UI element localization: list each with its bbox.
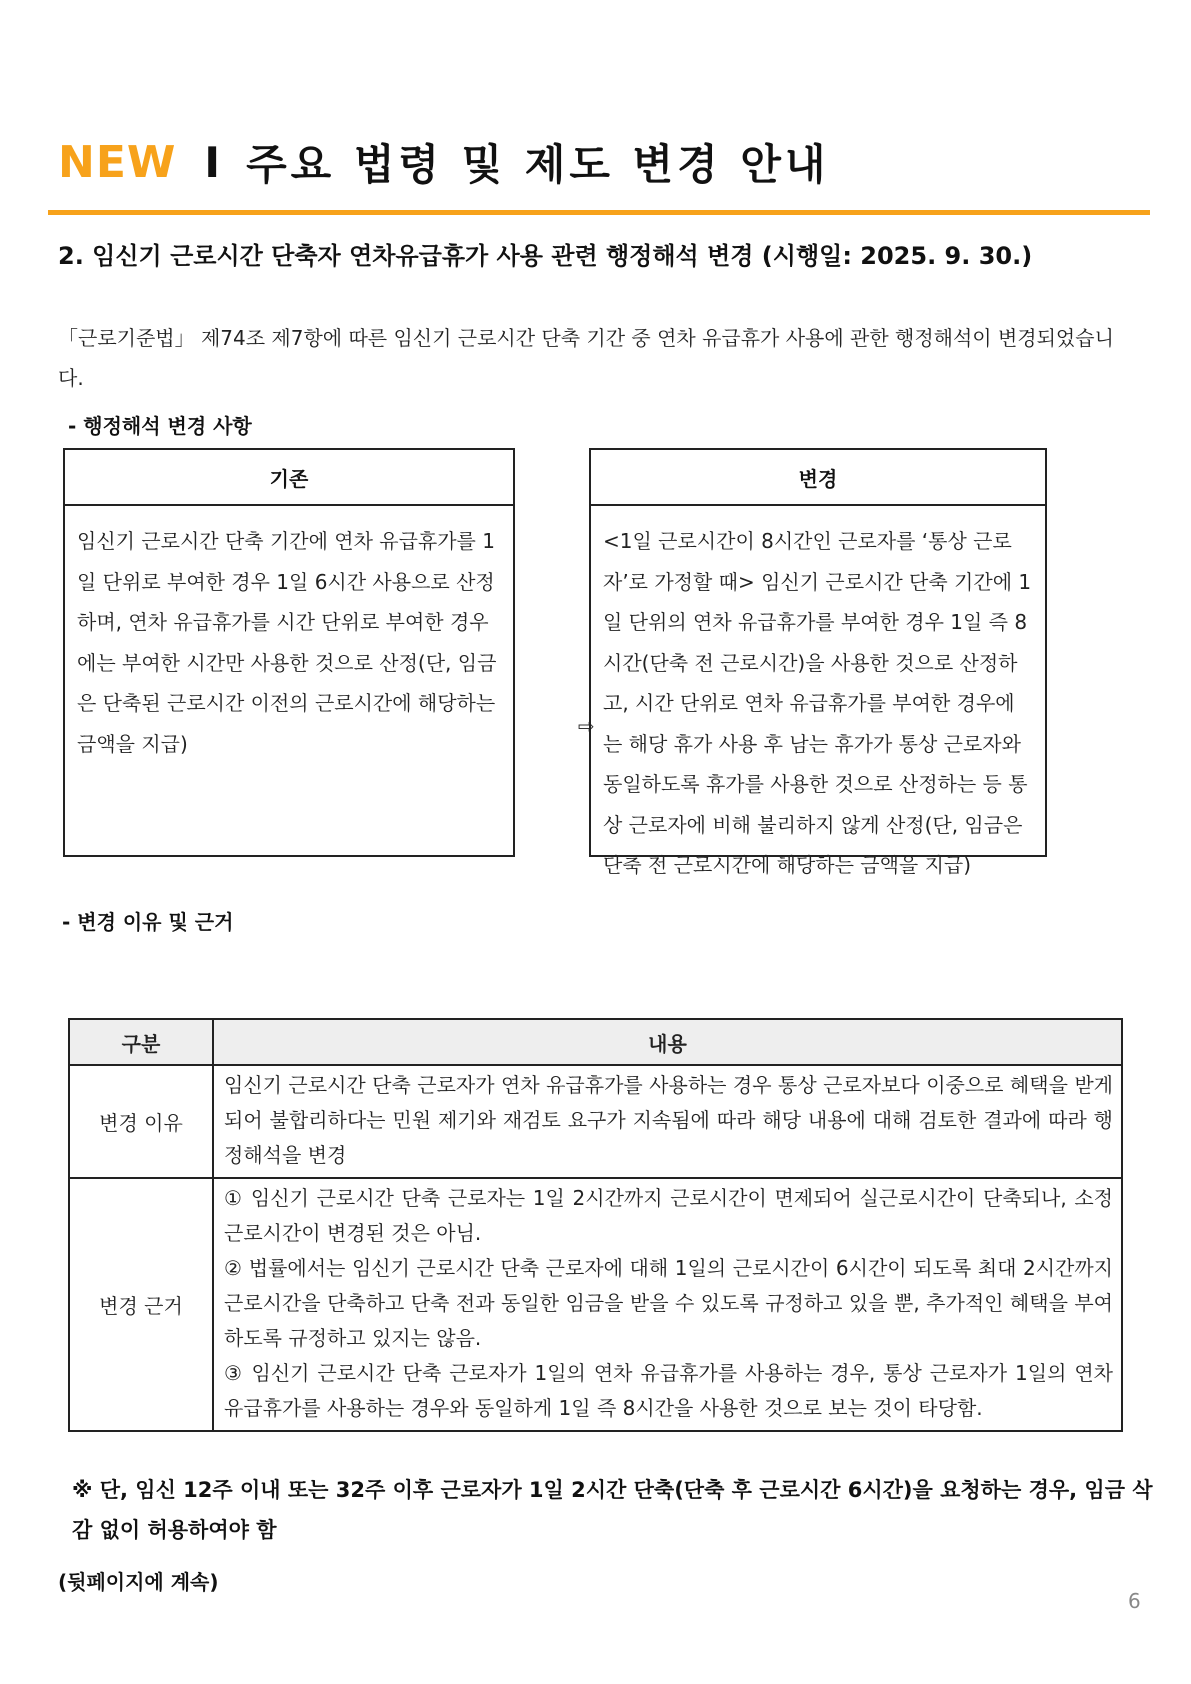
before-box-text: 임신기 근로시간 단축 기간에 연차 유급휴가를 1일 단위로 부여한 경우 1일 6시간 사용으로 산정하며, 연차 유급휴가를 시간 단위로 부여한 경우에는 부여한 시간만 사용한 것으로 산정(단, 임금은 단축된 근로시간 이전의 근로시간에 해당하는 금액을 지급) [77,529,497,756]
reason-text: 임신기 근로시간 단축 근로자가 연차 유급휴가를 사용하는 경우 통상 근로자보다 이중으로 혜택을 받게 되어 불합리하다는 민원 제기와 재검토 요구가 지속됨에 따라 해당 내용에 대해 검토한 결과에 따라 행정해석을 변경 [213,1065,1122,1178]
before-box-label: 기존 [65,450,513,506]
basis-label: 변경 근거 [69,1178,213,1431]
column-header-content: 내용 [213,1019,1122,1065]
before-box [63,448,515,857]
basis-content [213,1178,1122,1431]
reason-label: 변경 이유 [69,1065,213,1178]
page-header [58,132,1148,192]
note-text: ※ 단, 임신 12주 이내 또는 32주 이후 근로자가 1일 2시간 단축(단축 후 근로시간 6시간)을 요청하는 경우, 임금 삭감 없이 허용하여야 함 [72,1478,1153,1542]
table-row [69,1178,1122,1431]
page-number: 6 [1128,1589,1141,1613]
continue-label: (뒷페이지에 계속) [58,1570,219,1594]
basis-item: ③ 임신기 근로시간 단축 근로자가 1일의 연차 유급휴가를 사용하는 경우, 통상 근로자가 1일의 연차 유급휴가를 사용하는 경우와 동일하게 1일 즉 8시간을 사용한 것으로 보는 것이 타당함. [224,1361,1113,1420]
new-label: NEW [58,136,177,188]
after-box-text: <1일 근로시간이 8시간인 근로자를 ‘통상 근로자’로 가정할 때> 임신기 근로시간 단축 기간에 1일 단위의 연차 유급휴가를 부여한 경우 1일 즉 8시간(단축 전 근로시간)을 사용한 것으로 산정하고, 시간 단위로 연차 유급휴가를 부여한 경우에는 해당 휴가 사용 후 남는 휴가가 통상 근로자와 동일하도록 휴가를 사용한 것으로 산정하는 등 통상 근로자에 비해 불리하지 않게 산정(단, 임금은 단축 전 근로시간에 해당하는 금액을 지급) [603,529,1032,877]
after-box-label: 변경 [591,450,1045,506]
comparison-heading: - 행정해석 변경 사항 [68,414,252,438]
table-header-row [69,1019,1122,1065]
header-separator: I [204,137,221,187]
arrow-icon: ⇨ [578,714,595,738]
column-header-category: 구분 [69,1019,213,1065]
section-title: 2. 임신기 근로시간 단축자 연차유급휴가 사용 관련 행정해석 변경 (시행일: 2025. 9. 30.) [58,242,1033,270]
basis-item: ① 임신기 근로시간 단축 근로자는 1일 2시간까지 근로시간이 면제되어 실근로시간이 단축되나, 소정근로시간이 변경된 것은 아님. [224,1186,1113,1245]
table-row [69,1065,1122,1178]
after-box [589,448,1047,877]
header-divider [48,210,1150,215]
reasons-heading: - 변경 이유 및 근거 [62,910,234,934]
page-title: 주요 법령 및 제도 변경 안내 [246,140,830,189]
reasons-table [68,1018,1123,1432]
intro-paragraph: 「근로기준법」 제74조 제7항에 따른 임신기 근로시간 단축 기간 중 연차 유급휴가 사용에 관한 행정해석이 변경되었습니다. [58,326,1114,390]
basis-item: ② 법률에서는 임신기 근로시간 단축 근로자에 대해 1일의 근로시간이 6시간이 되도록 최대 2시간까지 근로시간을 단축하고 단축 전과 동일한 임금을 받을 수 있도록 규정하고 있을 뿐, 추가적인 혜택을 부여하도록 규정하고 있지는 않음. [224,1256,1113,1350]
